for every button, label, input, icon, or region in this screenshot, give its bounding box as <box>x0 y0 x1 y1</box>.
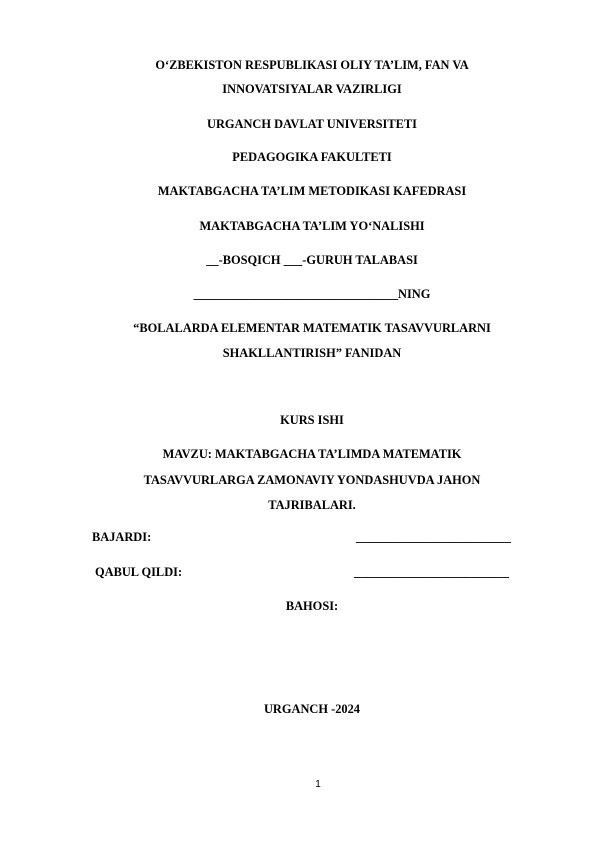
city-year: URGANCH -2024 <box>263 702 361 716</box>
page-number: 1 <box>315 779 321 790</box>
topic-line-2: TASAVVURLARGA ZAMONAVIY YONDASHUVDA JAHON <box>143 473 481 487</box>
university-name: URGANCH DAVLAT UNIVERSITETI <box>207 117 417 131</box>
grade-label: BAHOSI: <box>285 599 339 613</box>
performed-signature-blank: _________________________ <box>356 530 511 544</box>
ministry-line-1: O‘ZBEKISTON RESPUBLIKASI OLIY TA’LIM, FAN VA <box>155 58 469 72</box>
student-group-line: __-BOSQICH ___-GURUH TALABASI <box>206 253 418 267</box>
ministry-line-2: INNOVATSIYALAR VAZIRLIGI <box>222 82 402 96</box>
student-name-line: _________________________________NING <box>193 287 431 301</box>
subject-line-1: “BOLALARDA ELEMENTAR MATEMATIK TASAVVURLARNI <box>133 321 491 335</box>
accepted-signature-blank: _________________________ <box>354 565 509 579</box>
topic-line-1: MAVZU: MAKTABGACHA TA’LIMDA MATEMATIK <box>162 447 462 461</box>
department-name: MAKTABGACHA TA’LIM METODIKASI KAFEDRASI <box>157 184 467 198</box>
accepted-label: QABUL QILDI: <box>95 565 183 579</box>
work-type: KURS ISHI <box>280 413 344 427</box>
topic-line-3: TAJRIBALARI. <box>268 498 356 512</box>
subject-line-2: SHAKLLANTIRISH” FANIDAN <box>222 346 402 360</box>
direction-name: MAKTABGACHA TA’LIM YO‘NALISHI <box>199 219 425 233</box>
performed-label: BAJARDI: <box>92 530 152 544</box>
faculty-name: PEDAGOGIKA FAKULTETI <box>232 150 392 164</box>
